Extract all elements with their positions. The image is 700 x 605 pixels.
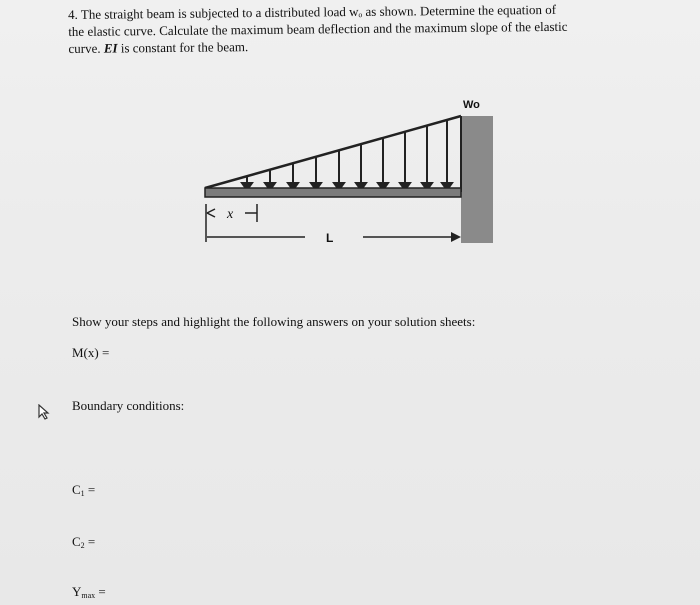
x-arrow-left-lower [207, 213, 215, 217]
x-arrow-left [207, 209, 215, 213]
beam [205, 188, 461, 197]
length-arrow-right [451, 232, 461, 242]
c1-symbol: C [72, 482, 81, 497]
moment-equation-field: M(x) = [72, 345, 110, 360]
c2-symbol: C [72, 534, 81, 549]
fixed-wall-support [461, 116, 493, 243]
c1-answer-field [72, 482, 95, 498]
load-distribution-line [205, 116, 461, 188]
instructions-text: Show your steps and highlight the following answers on your solution sheets: [72, 314, 476, 329]
ymax-subscript: max [81, 591, 96, 600]
beam-diagram [195, 92, 500, 252]
c2-subscript: 2 [80, 541, 85, 550]
load-arrows [242, 120, 452, 190]
c2-answer-field [72, 534, 95, 550]
c2-equals: = [87, 534, 96, 549]
problem-text-1: The straight beam is subjected to a distributed load wₒ as shown. Determine the equation of [80, 1, 557, 22]
problem-text-2: the elastic curve. Calculate the maximum beam deflection and the maximum slope of the elastic [68, 18, 568, 39]
ymax-symbol: Y [72, 584, 82, 599]
mouse-pointer-icon [37, 404, 51, 420]
ymax-answer-field [72, 584, 106, 600]
problem-number: 4. [68, 6, 78, 22]
problem-statement [68, 0, 669, 57]
problem-text-3-pre: curve. [68, 40, 101, 56]
ymax-equals: = [98, 584, 106, 599]
problem-text-3-post: is constant for the beam. [120, 39, 249, 56]
x-label: x [227, 207, 234, 222]
c1-equals: = [87, 482, 96, 497]
flexural-rigidity-symbol: EI [103, 40, 118, 56]
c1-subscript: 1 [80, 489, 85, 498]
boundary-conditions-label: Boundary conditions: [72, 398, 185, 413]
length-label: L [326, 231, 334, 245]
load-label: Wo [463, 99, 480, 111]
